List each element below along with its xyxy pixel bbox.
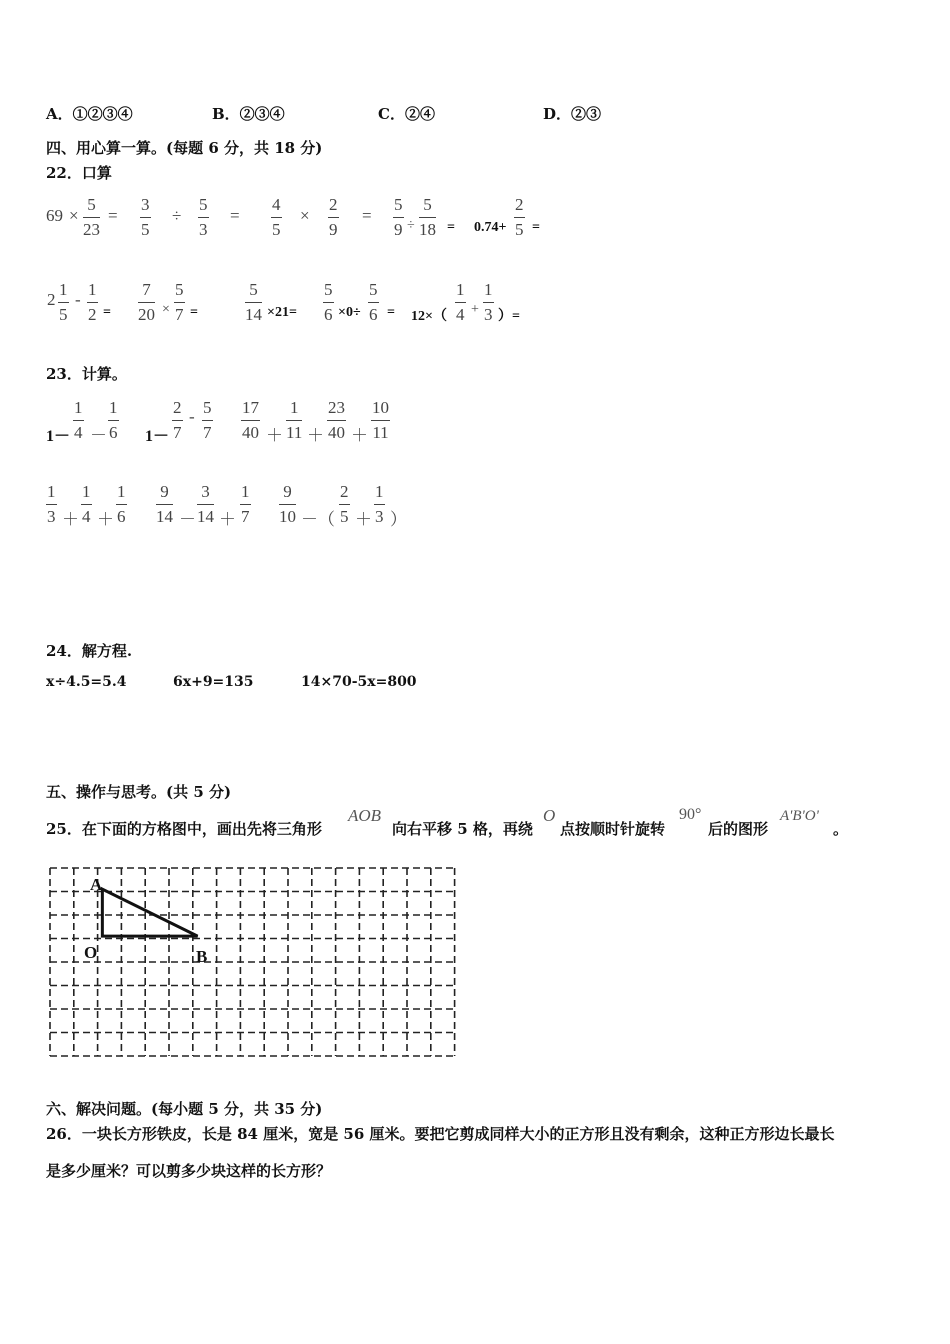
fraction: 5 6 [324,280,333,324]
fraction: 3 14 [197,482,214,526]
fraction: 1 6 [109,398,118,442]
fraction: 17 40 [242,398,259,442]
fraction: 1 4 [456,280,465,324]
q22-1d-div: ÷ [407,218,415,233]
q26-line-1: 26．一块长方形铁皮，长是 84 厘米，宽是 56 厘米。要把它剪成同样大小的正方形且没有剩余，这种正方形边长最长 [46,1125,835,1143]
fraction: 1 4 [82,482,91,526]
fraction: 5 6 [369,280,378,324]
section-6-heading: 六、解决问题。(每小题 5 分，共 35 分) [46,1100,323,1118]
fraction: 2 7 [173,398,182,442]
q23-2c-post: ） [390,510,407,529]
q23-2c-minus: －（ [301,510,335,529]
q25-part1: 25．在下面的方格图中，画出先将三角形 [46,820,322,838]
q22-1d-eq: = [447,220,455,235]
fraction: 1 7 [241,482,250,526]
grid-lines [50,868,455,1056]
fraction: 10 11 [372,398,389,442]
q25-part2: 向右平移 5 格，再绕 [392,820,533,838]
fraction: 1 6 [117,482,126,526]
q22-1e-eq: = [532,220,540,235]
q22-1a-whole: 69 [46,206,63,225]
fraction: 23 40 [328,398,345,442]
fraction: 1 5 [59,280,68,324]
q22-2e-post: ）= [498,309,520,324]
q22-title: 22．口算 [46,164,112,182]
q22-2e-pre: 12×（ [411,309,447,324]
q23-1c-plus2: ＋ [307,426,324,445]
fraction: 1 11 [286,398,303,442]
fraction: 1 2 [88,280,97,324]
q23-1a-minus: － [90,426,107,445]
label-b: B [196,947,208,966]
q22-2d-mid: ×0÷ [338,305,361,320]
section-4-heading: 四、用心算一算。(每题 6 分，共 18 分) [46,139,323,157]
q25-degree: 90° [679,806,702,823]
option-c: C．②④ [378,105,435,123]
q22-2a-whole: 2 [47,290,56,309]
option-b: B．②③④ [212,105,285,123]
q23-1c-plus3: ＋ [351,426,368,445]
fraction: 5 3 [199,195,208,239]
q23-1a-pre: 1－ [46,428,71,445]
q22-2e-plus: + [471,302,479,317]
fraction: 1 3 [47,482,56,526]
q25-aob: AOB [348,806,382,825]
q23-2b-minus: － [179,510,196,529]
q22-2a-minus: - [75,290,81,309]
fraction: 1 3 [375,482,384,526]
fraction: 5 7 [203,398,212,442]
q23-1b-minus: - [189,407,195,426]
fraction: 1 4 [74,398,83,442]
q24-title: 24．解方程. [46,642,133,660]
fraction: 3 5 [141,195,150,239]
q22-2a-eq: = [103,305,111,320]
q25-result-figure: A'B'O' [780,808,819,824]
fraction: 5 7 [175,280,184,324]
fraction: 9 10 [279,482,296,526]
q25-part4: 后的图形 [708,820,769,838]
q25-end: 。 [833,820,849,838]
fraction: 4 5 [272,195,281,239]
label-a: A [90,875,103,894]
q22-1c-eq: = [362,206,372,225]
q22-2d-eq: = [387,305,395,320]
q25-o: O [543,806,556,825]
q22-2b-eq: = [190,305,198,320]
fraction: 2 9 [329,195,338,239]
triangle-aob [102,889,197,936]
q22-1a-times: × [69,206,79,225]
q22-1c-times: × [300,206,310,225]
option-a: A．①②③④ [46,105,133,123]
grid-figure [40,858,465,1064]
q22-2b-times: × [162,302,170,317]
q23-2c-plus: ＋ [355,510,372,529]
section-5-heading: 五、操作与思考。(共 5 分) [46,783,232,801]
q22-1b-div: ÷ [172,206,182,225]
label-o: O [84,943,98,962]
fraction: 5 9 [394,195,403,239]
q26-line-2: 是多少厘米？可以剪多少块这样的长方形？ [46,1162,332,1180]
q23-2b-plus: ＋ [219,510,236,529]
option-d: D．②③ [543,105,602,123]
fraction: 9 14 [156,482,173,526]
q22-1e-pre: 0.74+ [474,220,507,235]
fraction: 5 23 [83,195,100,239]
q22-2c-post: ×21= [267,305,297,320]
fraction: 2 5 [515,195,524,239]
q23-1c-plus1: ＋ [266,426,283,445]
q22-1b-eq: = [230,206,240,225]
q25-part3: 点按顺时针旋转 [560,820,666,838]
q22-1a-eq: = [108,206,118,225]
q24-eq-3: 14×70-5x=800 [301,674,417,690]
fraction: 2 5 [340,482,349,526]
q24-eq-1: x÷4.5=5.4 [46,674,127,690]
fraction: 7 20 [138,280,155,324]
fraction: 5 14 [245,280,262,324]
fraction: 1 3 [484,280,493,324]
fraction: 5 18 [419,195,436,239]
q24-eq-2: 6x+9=135 [173,674,254,690]
q23-1b-pre: 1－ [145,428,170,445]
q23-title: 23．计算。 [46,365,127,383]
q23-2a-plus2: ＋ [97,510,114,529]
q23-2a-plus1: ＋ [62,510,79,529]
